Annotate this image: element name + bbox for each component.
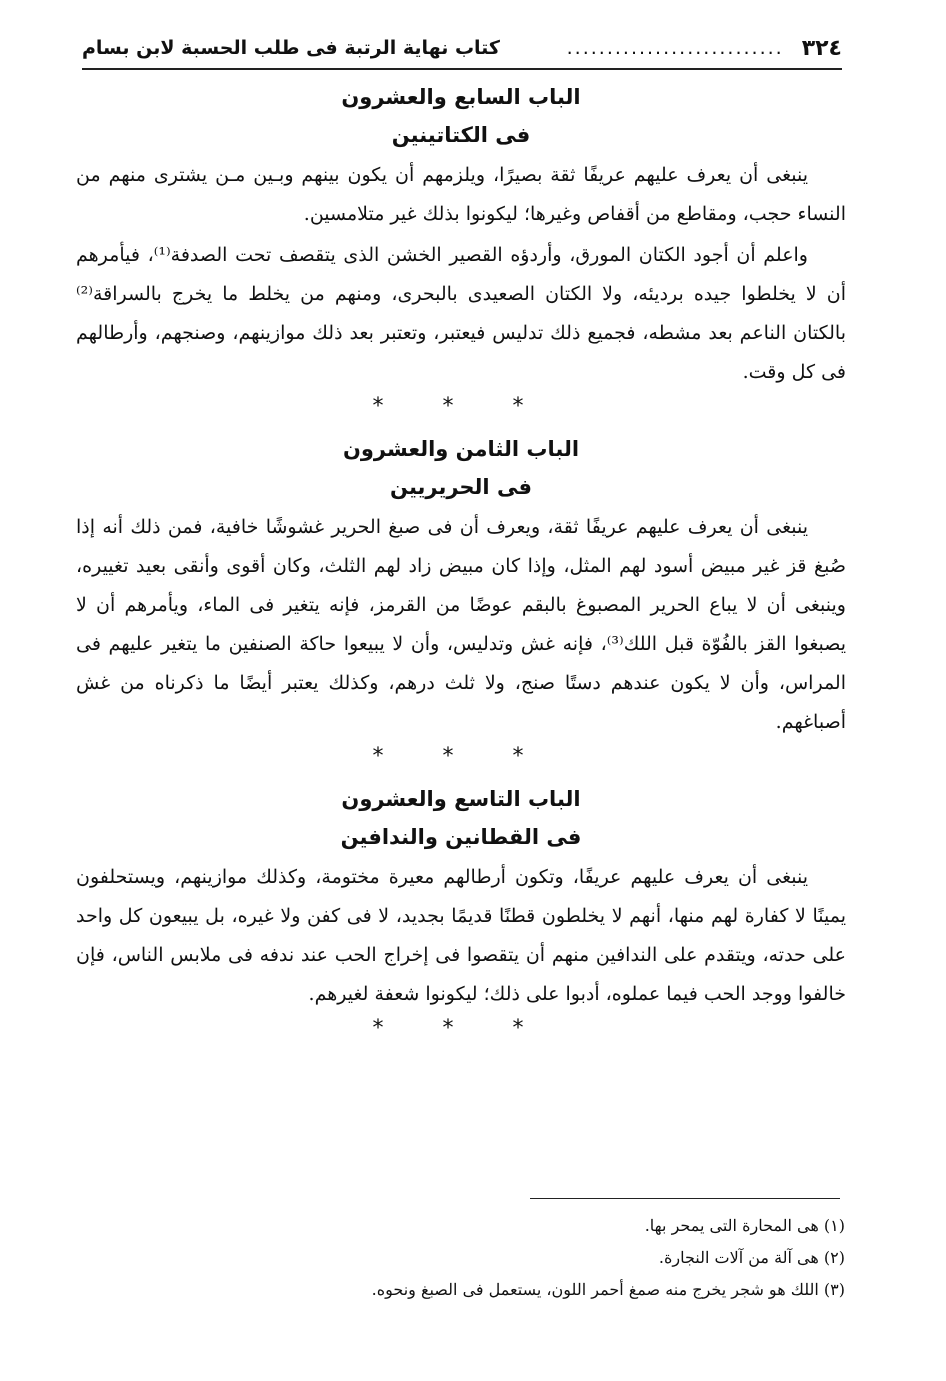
book-title: كتاب نهاية الرتبة فى طلب الحسبة لابن بسام (82, 37, 500, 59)
footnote-1: (١) هى المحارة التى يمحر بها. (644, 1216, 845, 1235)
footnote-3: (٣) اللك هو شجر يخرج منه صمغ أحمر اللون، يستعمل فى الصبغ ونحوه. (371, 1280, 845, 1299)
running-header (82, 28, 842, 70)
chapter-28 (76, 430, 846, 772)
paragraph: ينبغى أن يعرف عليهم عريفًا ثقة، ويعرف أن فى صبغ الحرير غشوشًا خافية، فمن ذلك أنه إذا صُبغ قز غير مبيض أسود لهم المثل، وإذا كان مبيض زاد لهم الثلث، وكان أقوى وأنقى بعيد تغييره، وينبغى أن لا يباع الحرير المصبوغ بالبقم عوضًا من القرمز، فإنه يتغير فى الماء، ويأمرهم أن لا يصبغوا القز بالفُوّة قبل اللك⁽³⁾، فإنه غش وتدليس، وأن لا يبيعوا حاكة الصنفين ما يتغير عليهم فى المراس، وأن لا يكون عندهم دستًا صنج، ولا ثلث درهم، وكذلك يعتبر أيضًا ما ذكرناه من غش أصباغهم. (76, 516, 846, 733)
section-separator-stars: * * * (372, 744, 550, 769)
chapter-title: الباب الثامن والعشرون (342, 437, 580, 461)
page-body (76, 78, 846, 1044)
chapter-29 (76, 780, 846, 1044)
paragraph: ينبغى أن يعرف عليهم عريفًا، وتكون أرطالهم معيرة مختومة، وكذلك موازينهم، ويستحلفون يمينًا لا كفارة لهم منها، أنهم لا يخلطون قطنًا قديمًا بجديد، لا فى كفن ولا غيره، بل يبيعون كل واحد على حدته، ويتقدم على الندافين منهم أن يتقصوا فى إخراج الحب عند ندفه فى ملابس الناس، فإن خالفوا ووجد الحب فيما عملوه، أدبوا على ذلك؛ ليكونوا شعفة لغيرهم. (76, 866, 846, 1005)
footnote-divider (530, 1198, 840, 1199)
page-number: ٣٢٤ (801, 35, 842, 61)
header-leader-dots: ........................... (566, 37, 784, 59)
chapter-27 (76, 78, 846, 422)
footnotes (100, 1210, 845, 1306)
paragraph: واعلم أن أجود الكتان المورق، وأردؤه القصير الخشن الذى يتقصف تحت الصدفة⁽¹⁾، فيأمرهم أن لا يخلطوا جيده برديئه، ولا الكتان الصعيدى بالبحرى، ومنهم من يخلط ما يخرج بالسراقة⁽²⁾ بالكتان الناعم بعد مشطه، فجميع ذلك تدليس فيعتبر، وتعتبر بعد ذلك موازينهم، وصنجهم، وأرطالهم فى كل وقت. (76, 244, 846, 383)
chapter-subtitle: فى القطانين والندافين (340, 825, 582, 849)
paragraph: ينبغى أن يعرف عليهم عريفًا ثقة بصيرًا، ويلزمهم أن يكون بينهم وبـين مـن يشترى منهم من النساء حجب، ومقاطع من أقفاص وغيرها؛ ليكونوا بذلك غير متلامسين. (76, 164, 846, 225)
section-separator-stars: * * * (372, 1016, 550, 1041)
chapter-subtitle: فى الحريريين (390, 475, 532, 499)
chapter-subtitle: فى الكتاتينين (391, 123, 531, 147)
footnote-2: (٢) هى آلة من آلات النجارة. (658, 1248, 845, 1267)
chapter-title: الباب السابع والعشرون (341, 85, 581, 109)
section-separator-stars: * * * (372, 394, 550, 419)
chapter-title: الباب التاسع والعشرون (341, 787, 581, 811)
